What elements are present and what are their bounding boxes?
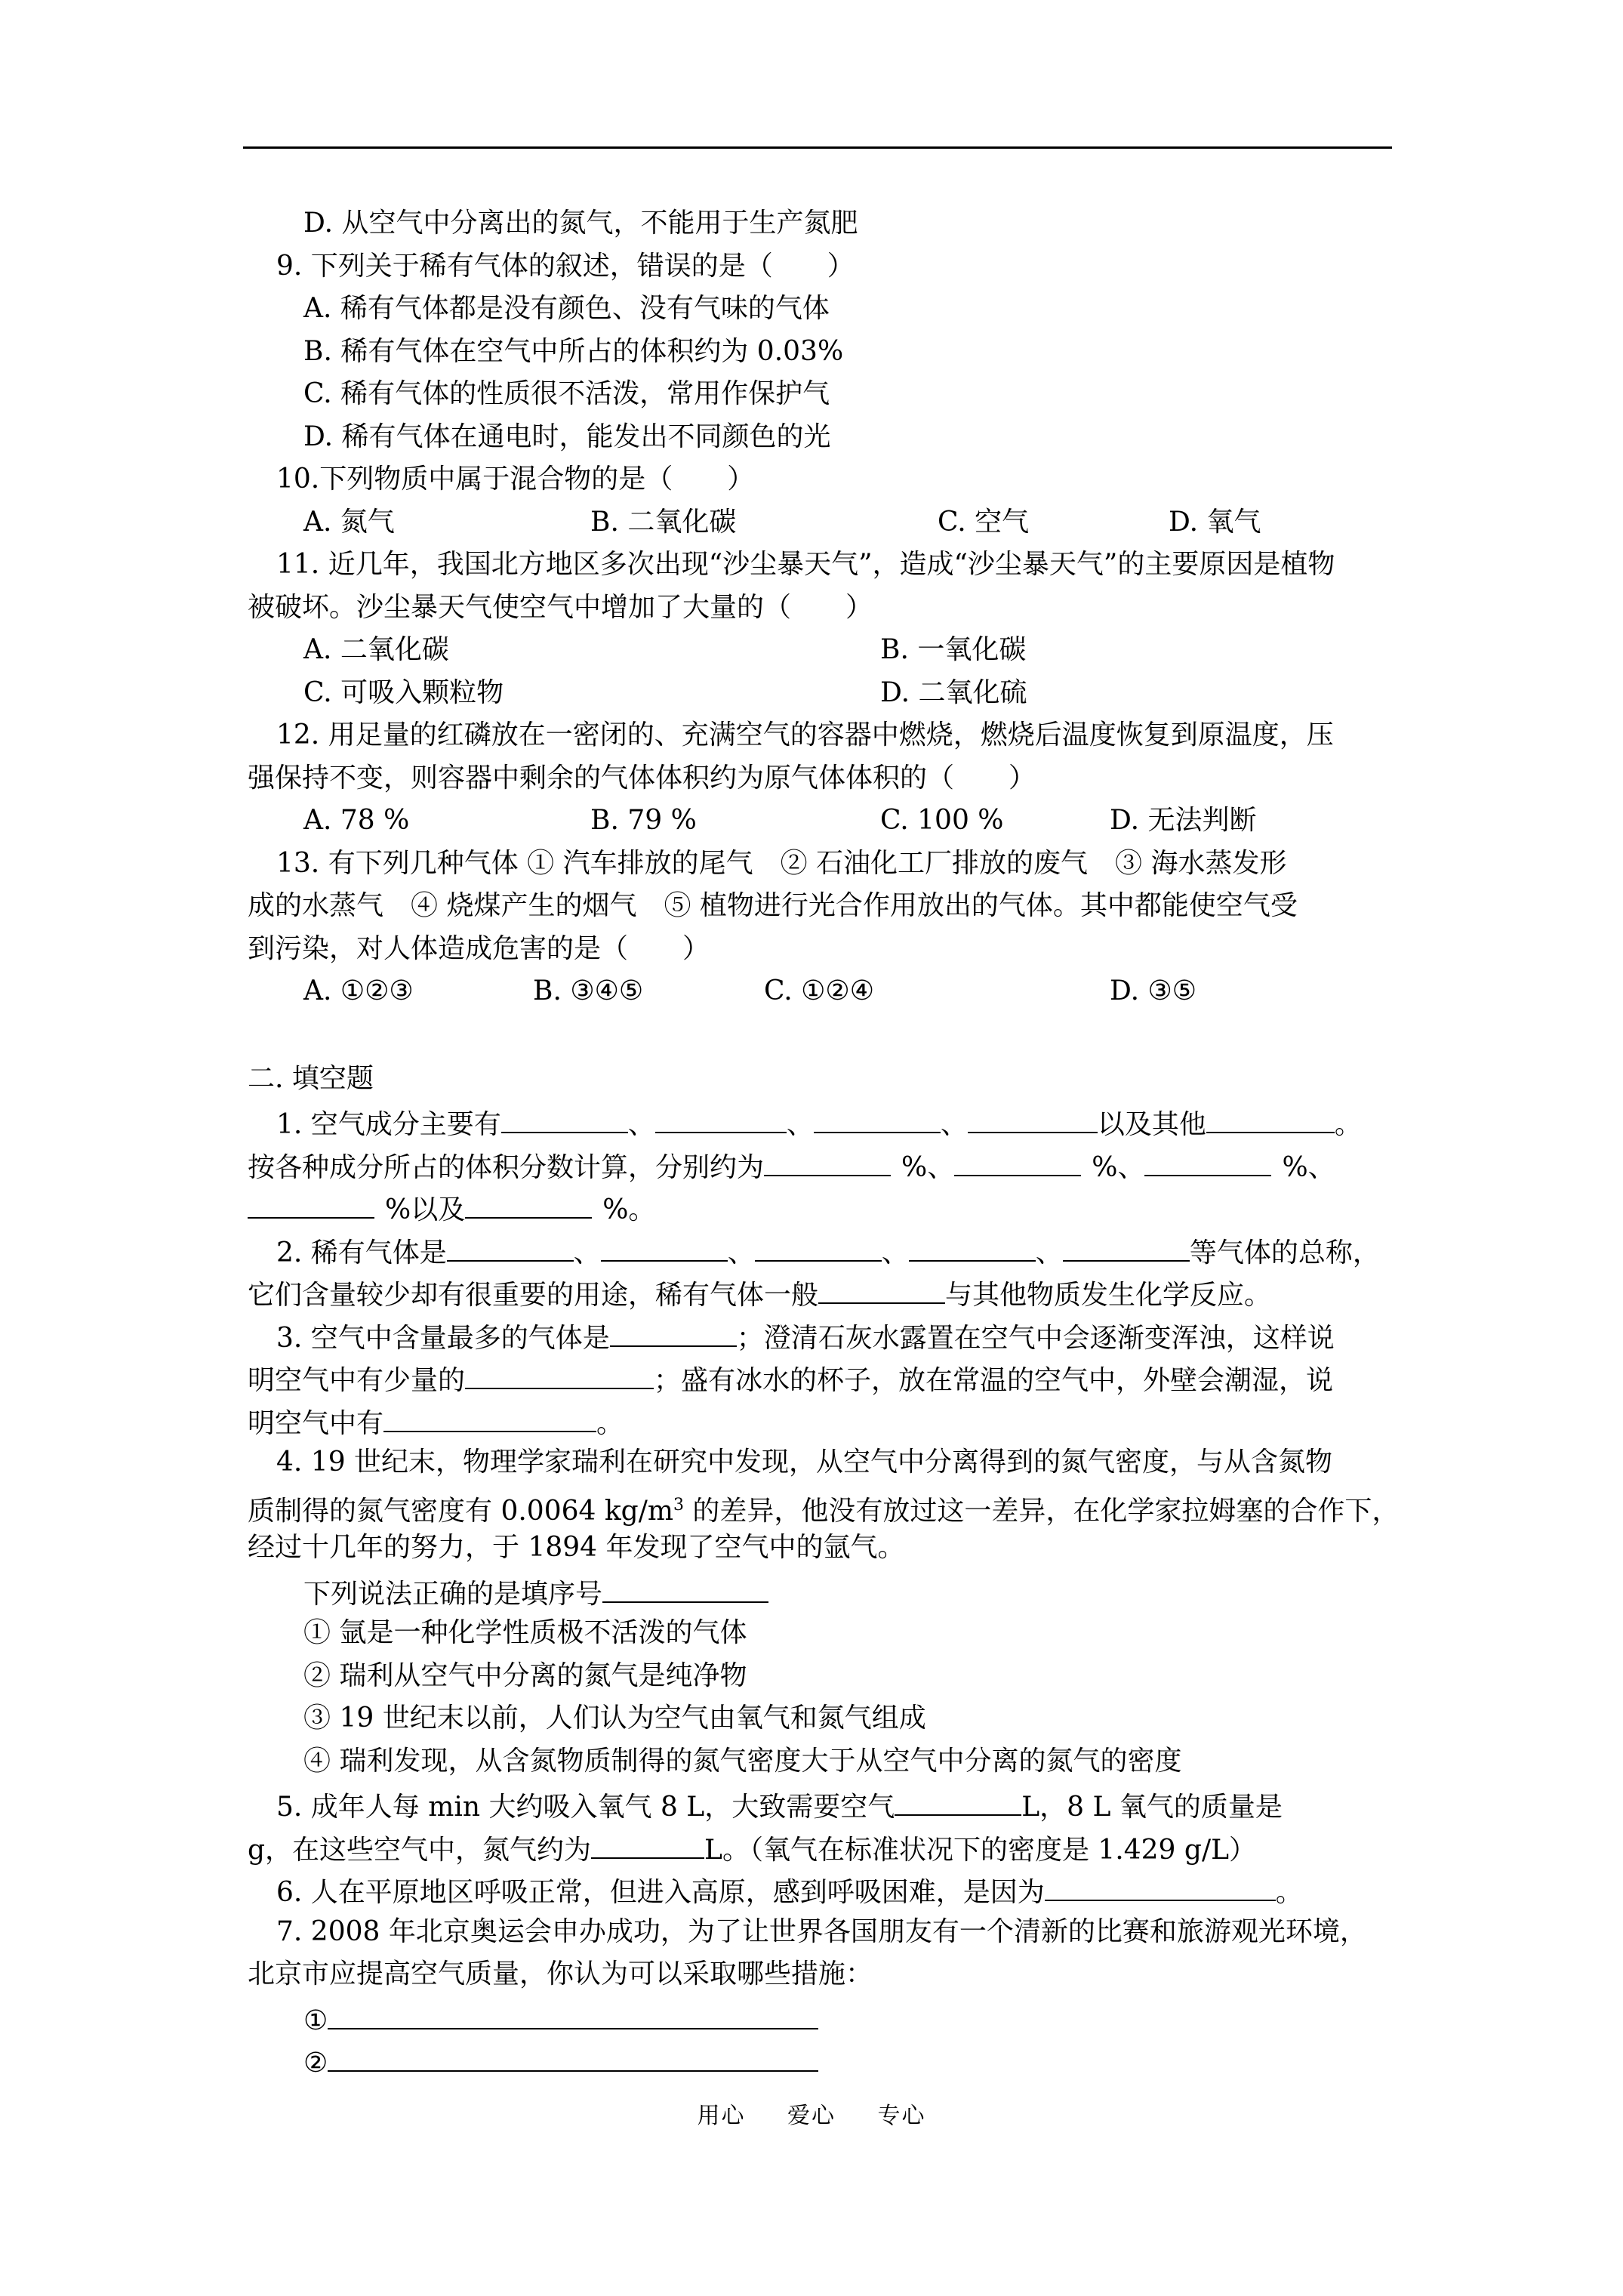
fill-q7-measure-2: ② <box>303 2042 818 2082</box>
blank[interactable] <box>764 1146 891 1176</box>
blank[interactable] <box>328 1999 818 2029</box>
q13-option-d: D. ③⑤ <box>1110 975 1197 1006</box>
q9-option-a: A. 稀有气体都是没有颜色、没有气味的气体 <box>303 293 830 324</box>
q10-option-b: B. 二氧化碳 <box>590 507 737 538</box>
q10-option-a: A. 氮气 <box>303 507 395 538</box>
fill-q4-line2: 质制得的氮气密度有 0.0064 $kg/m^3$ 的差异，他没有放过这一差异，在化学家拉姆塞的合作下， <box>248 1496 1400 1527</box>
blank[interactable] <box>591 1829 704 1859</box>
q12-option-d: D. 无法判断 <box>1110 805 1257 836</box>
q11-line1: 11. 近几年，我国北方地区多次出现“沙尘暴天气”，造成“沙尘暴天气”的主要原因是植物 <box>276 549 1335 580</box>
blank[interactable] <box>1063 1231 1190 1262</box>
blank[interactable] <box>465 1359 654 1389</box>
blank[interactable] <box>895 1786 1021 1816</box>
fill-q7-measure-1: ① <box>303 1999 818 2039</box>
footer-text: 爱心 <box>787 2103 836 2129</box>
blank[interactable] <box>818 1274 945 1304</box>
q12-option-b: B. 79 % <box>590 805 697 836</box>
q10-option-c: C. 空气 <box>938 507 1030 538</box>
q11-line2: 被破坏。沙尘暴天气使空气中增加了大量的（ ） <box>248 592 873 623</box>
blank[interactable] <box>465 1188 592 1219</box>
blank[interactable] <box>602 1573 768 1603</box>
blank[interactable] <box>447 1231 574 1262</box>
section-heading: 二. 填空题 <box>248 1063 374 1094</box>
blank[interactable] <box>610 1317 737 1347</box>
header-rule <box>243 146 1392 149</box>
q12-line2: 强保持不变，则容器中剩余的气体体积约为原气体体积的（ ） <box>248 763 1036 794</box>
fill-q3-line1: 3. 空气中含量最多的气体是 ；澄清石灰水露置在空气中会逐渐变浑浊，这样说 <box>276 1317 1335 1357</box>
blank[interactable] <box>968 1103 1098 1133</box>
q13-line2: 成的水蒸气 ④ 烧煤产生的烟气 ⑤ 植物进行光合作用放出的气体。其中都能使空气受 <box>248 890 1298 921</box>
q13-line3: 到污染，对人体造成危害的是（ ） <box>248 933 710 964</box>
fill-q4-statement-4: ④ 瑞利发现，从含氮物质制得的氮气密度大于从空气中分离的氮气的密度 <box>303 1746 1182 1777</box>
fill-q4-statement-3: ③ 19 世纪末以前，人们认为空气由氧气和氮气组成 <box>303 1703 926 1734</box>
q11-option-d: D. 二氧化硫 <box>880 677 1027 708</box>
fill-q6: 6. 人在平原地区呼吸正常，但进入高原，感到呼吸困难，是因为 。 <box>276 1871 1303 1911</box>
blank[interactable] <box>501 1103 628 1133</box>
q11-option-b: B. 一氧化碳 <box>880 634 1027 665</box>
q13-option-c: C. ①②④ <box>764 975 874 1006</box>
q9-option-b: B. 稀有气体在空气中所占的体积约为 0.03% <box>303 336 844 367</box>
fill-q1-line3: %以及 %。 <box>248 1188 655 1228</box>
q11-option-c: C. 可吸入颗粒物 <box>303 677 504 708</box>
blank[interactable] <box>755 1231 882 1262</box>
fill-q1-line2: 按各种成分所占的体积分数计算，分别约为 %、 %、 %、 <box>248 1146 1335 1186</box>
q13-option-b: B. ③④⑤ <box>533 975 644 1006</box>
q12-option-a: A. 78 % <box>303 805 410 836</box>
fill-q5-line1: 5. 成年人每 min 大约吸入氧气 8 L，大致需要空气 L，8 L 氧气的质量是 <box>276 1786 1283 1826</box>
fill-q4-statement-2: ② 瑞利从空气中分离的氮气是纯净物 <box>303 1660 747 1691</box>
blank[interactable] <box>909 1231 1036 1262</box>
q13-line1: 13. 有下列几种气体 ① 汽车排放的尾气 ② 石油化工厂排放的废气 ③ 海水蒸发形 <box>276 848 1287 879</box>
q8-option-d: D. 从空气中分离出的氮气，不能用于生产氮肥 <box>303 208 858 239</box>
fill-q2-line1: 2. 稀有气体是 、 、 、 、 等气体的总称， <box>276 1231 1380 1271</box>
blank[interactable] <box>655 1103 787 1133</box>
blank[interactable] <box>814 1103 941 1133</box>
q9-option-d: D. 稀有气体在通电时，能发出不同颜色的光 <box>303 421 831 452</box>
fill-q7-line2: 北京市应提高空气质量，你认为可以采取哪些措施： <box>248 1959 873 1989</box>
blank[interactable] <box>328 2042 818 2072</box>
blank[interactable] <box>954 1146 1081 1176</box>
fill-q3-line3: 明空气中有 。 <box>248 1402 624 1442</box>
q9-option-c: C. 稀有气体的性质很不活泼，常用作保护气 <box>303 378 830 409</box>
q10-stem: 10.下列物质中属于混合物的是（ ） <box>276 464 755 495</box>
fill-q4-line1: 4. 19 世纪末，物理学家瑞利在研究中发现，从空气中分离得到的氮气密度，与从含氮物 <box>276 1447 1333 1478</box>
blank[interactable] <box>1144 1146 1271 1176</box>
fill-q1-line1: 1. 空气成分主要有 、 、 、 以及其他 。 <box>276 1103 1362 1143</box>
blank[interactable] <box>248 1188 374 1219</box>
fill-q4-prompt: 下列说法正确的是填序号 <box>303 1573 768 1613</box>
fill-q3-line2: 明空气中有少量的 ；盛有冰水的杯子，放在常温的空气中，外壁会潮湿，说 <box>248 1359 1333 1399</box>
fill-q5-line2: g，在这些空气中，氮气约为 L。（氧气在标准状况下的密度是 1.429 g/L） <box>248 1829 1256 1869</box>
blank[interactable] <box>1206 1103 1335 1133</box>
q12-line1: 12. 用足量的红磷放在一密闭的、充满空气的容器中燃烧，燃烧后温度恢复到原温度，压 <box>276 720 1334 750</box>
fill-q2-line2: 它们含量较少却有很重要的用途，稀有气体一般 与其他物质发生化学反应。 <box>248 1274 1271 1314</box>
q13-option-a: A. ①②③ <box>303 975 414 1006</box>
q11-option-a: A. 二氧化碳 <box>303 634 449 665</box>
fill-q7-line1: 7. 2008 年北京奥运会申办成功，为了让世界各国朋友有一个清新的比赛和旅游观光环境， <box>276 1916 1367 1947</box>
fill-q4-statement-1: ① 氩是一种化学性质极不活泼的气体 <box>303 1617 747 1648</box>
page-footer <box>0 2101 1623 2131</box>
blank[interactable] <box>1045 1871 1276 1901</box>
q9-stem: 9. 下列关于稀有气体的叙述，错误的是（ ） <box>276 251 855 282</box>
footer-text: 专心 <box>877 2103 926 2129</box>
blank[interactable] <box>601 1231 728 1262</box>
q10-option-d: D. 氧气 <box>1169 507 1261 538</box>
fill-q4-line3: 经过十几年的努力，于 1894 年发现了空气中的氩气。 <box>248 1532 905 1563</box>
footer-text: 用心 <box>697 2103 746 2129</box>
q12-option-c: C. 100 % <box>880 805 1004 836</box>
blank[interactable] <box>383 1402 596 1432</box>
